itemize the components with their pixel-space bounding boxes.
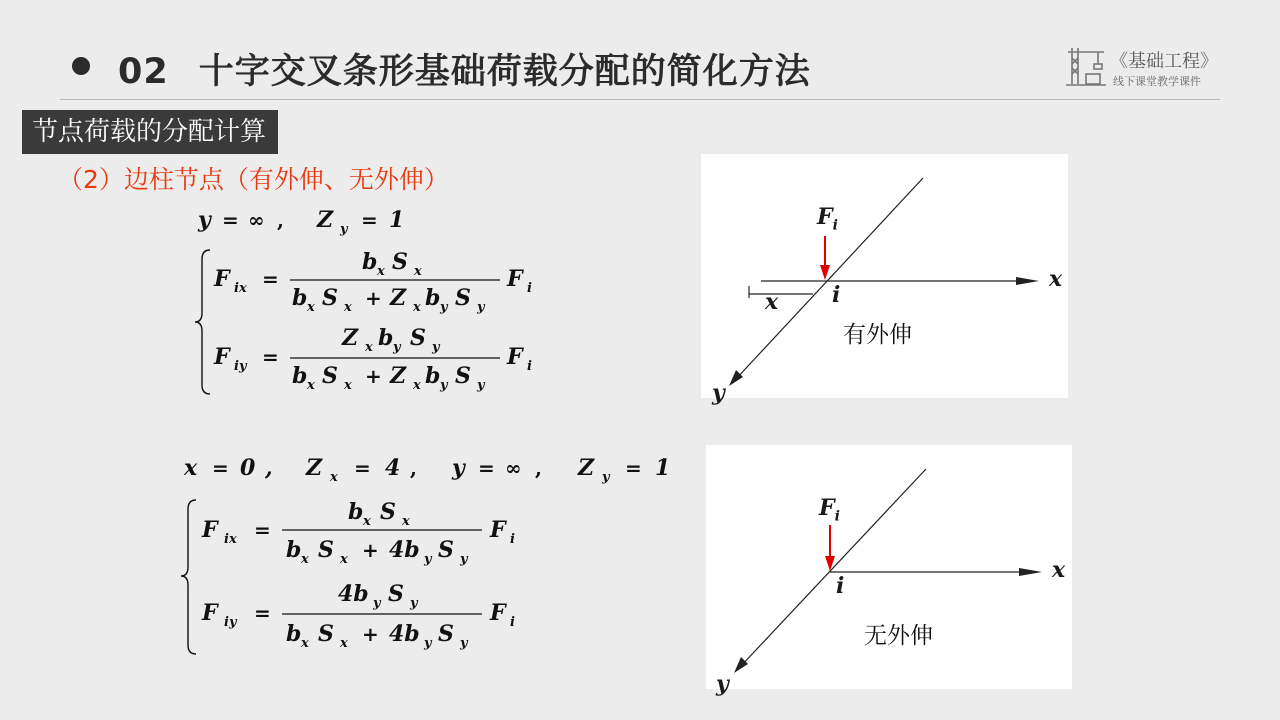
cond-var: x bbox=[184, 455, 198, 481]
subheading: （2）边柱节点（有外伸、无外伸） bbox=[58, 165, 449, 194]
title-text: 十字交叉条形基础荷载分配的简化方法 bbox=[198, 52, 811, 92]
num-b: b bbox=[348, 499, 364, 525]
F-i-sub: i bbox=[527, 281, 532, 296]
plus: + bbox=[362, 622, 379, 646]
plus: + bbox=[365, 364, 382, 388]
brace bbox=[195, 250, 210, 394]
plus: + bbox=[365, 286, 382, 310]
den-4b: 4b bbox=[389, 537, 420, 563]
num-4b: 4b bbox=[338, 581, 369, 607]
cond-eq: = bbox=[625, 456, 642, 480]
diagram-with-extension bbox=[701, 154, 1068, 406]
den-Z: Z bbox=[390, 285, 407, 311]
den-b-sub: x bbox=[307, 300, 315, 315]
den-S: S bbox=[455, 363, 471, 389]
num-Z-sub: x bbox=[365, 340, 373, 355]
cond-sep: , bbox=[277, 208, 284, 232]
logo-subtitle: 线下课堂教学课件 bbox=[1113, 75, 1201, 88]
cond-eq: = bbox=[212, 456, 229, 480]
node-label: i bbox=[832, 282, 841, 308]
cond-Z-sub: y bbox=[602, 470, 610, 485]
cond-eq: = bbox=[222, 208, 239, 232]
cond-four: 4 bbox=[385, 455, 401, 481]
y-axis-label: y bbox=[716, 671, 729, 697]
F-i: F bbox=[490, 600, 506, 626]
force-arrow-head bbox=[820, 265, 830, 280]
den-b: b bbox=[286, 537, 302, 563]
cond-Z: Z bbox=[317, 207, 334, 233]
extension-label: x bbox=[765, 289, 779, 315]
force-arrow-head bbox=[825, 556, 835, 571]
den-S: S bbox=[318, 537, 334, 563]
den-S: S bbox=[322, 363, 338, 389]
F-i: F bbox=[490, 517, 506, 543]
den-S-sub: x bbox=[344, 378, 352, 393]
F-ix-sub: ix bbox=[234, 281, 247, 296]
den-b-sub: y bbox=[424, 552, 432, 567]
den-S-sub: y bbox=[460, 636, 468, 651]
num-b-sub: y bbox=[373, 596, 381, 611]
force-sub: i bbox=[834, 508, 840, 525]
formula-block-1 bbox=[180, 195, 650, 405]
num-S: S bbox=[380, 499, 396, 525]
num-S-sub: y bbox=[432, 340, 440, 355]
F-i: F bbox=[507, 344, 523, 370]
F-i-sub: i bbox=[510, 532, 515, 547]
title-number: 02 bbox=[118, 52, 169, 92]
cond-one: 1 bbox=[389, 207, 405, 233]
equals: = bbox=[254, 518, 271, 542]
diagram-1-drawing bbox=[701, 154, 1068, 398]
num-b-sub: x bbox=[377, 264, 385, 279]
cond-sep: , bbox=[410, 456, 417, 480]
den-b: b bbox=[425, 285, 441, 311]
cond-eq: = bbox=[354, 456, 371, 480]
cond-var: y bbox=[198, 207, 211, 233]
num-S: S bbox=[392, 249, 408, 275]
logo-title: 《基础工程》 bbox=[1110, 51, 1218, 72]
cond-Z: Z bbox=[306, 455, 323, 481]
cond-eq: = bbox=[478, 456, 495, 480]
cond-sep: , bbox=[535, 456, 542, 480]
equals: = bbox=[262, 345, 279, 369]
F-iy: F bbox=[214, 344, 230, 370]
den-b-sub: x bbox=[307, 378, 315, 393]
den-4b: 4b bbox=[389, 621, 420, 647]
den-Z-sub: x bbox=[413, 378, 421, 393]
formula-block-2 bbox=[170, 445, 690, 665]
y-arrow-head bbox=[729, 370, 743, 386]
F-i-sub: i bbox=[527, 359, 532, 374]
diagram-without-extension bbox=[706, 445, 1072, 697]
den-b-sub: y bbox=[424, 636, 432, 651]
crane-icon bbox=[1062, 44, 1110, 88]
title-divider bbox=[60, 99, 1220, 100]
cond-var: y bbox=[452, 455, 465, 481]
den-S-sub: y bbox=[477, 300, 485, 315]
F-iy-sub: iy bbox=[224, 615, 237, 630]
node-label: i bbox=[836, 573, 845, 599]
den-S-sub: x bbox=[344, 300, 352, 315]
F-ix: F bbox=[202, 517, 218, 543]
num-S-sub: y bbox=[410, 596, 418, 611]
num-b: b bbox=[362, 249, 378, 275]
brace bbox=[181, 500, 196, 654]
den-b-sub: x bbox=[301, 552, 309, 567]
den-S: S bbox=[318, 621, 334, 647]
cond-Z: Z bbox=[578, 455, 595, 481]
den-Z: Z bbox=[390, 363, 407, 389]
den-S: S bbox=[455, 285, 471, 311]
y-arrow-head bbox=[734, 657, 748, 673]
den-S: S bbox=[438, 537, 454, 563]
plus: + bbox=[362, 538, 379, 562]
F-i-sub: i bbox=[510, 615, 515, 630]
y-axis-label: y bbox=[712, 380, 725, 406]
page-title bbox=[118, 44, 811, 94]
den-S-sub: y bbox=[477, 378, 485, 393]
cond-one: 1 bbox=[655, 455, 671, 481]
den-S-sub: y bbox=[460, 552, 468, 567]
F-ix: F bbox=[214, 266, 230, 292]
cond-Z-sub: x bbox=[330, 470, 338, 485]
den-S: S bbox=[438, 621, 454, 647]
den-b-sub: y bbox=[440, 378, 448, 393]
force-label bbox=[817, 204, 838, 233]
num-S-sub: x bbox=[402, 514, 410, 529]
F-iy: F bbox=[202, 600, 218, 626]
cond-inf: ∞ bbox=[505, 456, 522, 480]
num-Z: Z bbox=[342, 325, 359, 351]
section-label: 节点荷载的分配计算 bbox=[22, 110, 278, 154]
x-arrow-head bbox=[1016, 277, 1039, 285]
diagram-2-caption: 无外伸 bbox=[864, 623, 933, 649]
equals: = bbox=[254, 601, 271, 625]
num-b: b bbox=[378, 325, 394, 351]
force-sub: i bbox=[832, 217, 838, 234]
den-b: b bbox=[292, 285, 308, 311]
den-b: b bbox=[425, 363, 441, 389]
den-b: b bbox=[286, 621, 302, 647]
num-b-sub: y bbox=[393, 340, 401, 355]
force-F: F bbox=[819, 495, 835, 521]
num-S-sub: x bbox=[414, 264, 422, 279]
num-b-sub: x bbox=[363, 514, 371, 529]
cond-eq: = bbox=[361, 208, 378, 232]
den-Z-sub: x bbox=[413, 300, 421, 315]
diagram-1-caption: 有外伸 bbox=[843, 322, 912, 348]
cond-zero: 0 bbox=[240, 455, 256, 481]
cond-inf: ∞ bbox=[248, 208, 265, 232]
x-axis-label: x bbox=[1052, 557, 1066, 583]
cond-sep: , bbox=[265, 455, 273, 481]
cond-Z-sub: y bbox=[340, 222, 348, 237]
x-axis-label: x bbox=[1049, 266, 1063, 292]
num-S: S bbox=[410, 325, 426, 351]
den-S: S bbox=[322, 285, 338, 311]
diagram-2-drawing bbox=[706, 445, 1072, 689]
F-iy-sub: iy bbox=[234, 359, 247, 374]
den-S-sub: x bbox=[340, 552, 348, 567]
title-bullet bbox=[72, 57, 90, 75]
den-S-sub: x bbox=[340, 636, 348, 651]
den-b-sub: y bbox=[440, 300, 448, 315]
force-F: F bbox=[817, 204, 833, 230]
num-S: S bbox=[388, 581, 404, 607]
den-b: b bbox=[292, 363, 308, 389]
equals: = bbox=[262, 267, 279, 291]
force-label bbox=[819, 495, 840, 524]
x-arrow-head bbox=[1019, 568, 1042, 576]
F-i: F bbox=[507, 266, 523, 292]
den-b-sub: x bbox=[301, 636, 309, 651]
F-ix-sub: ix bbox=[224, 532, 237, 547]
